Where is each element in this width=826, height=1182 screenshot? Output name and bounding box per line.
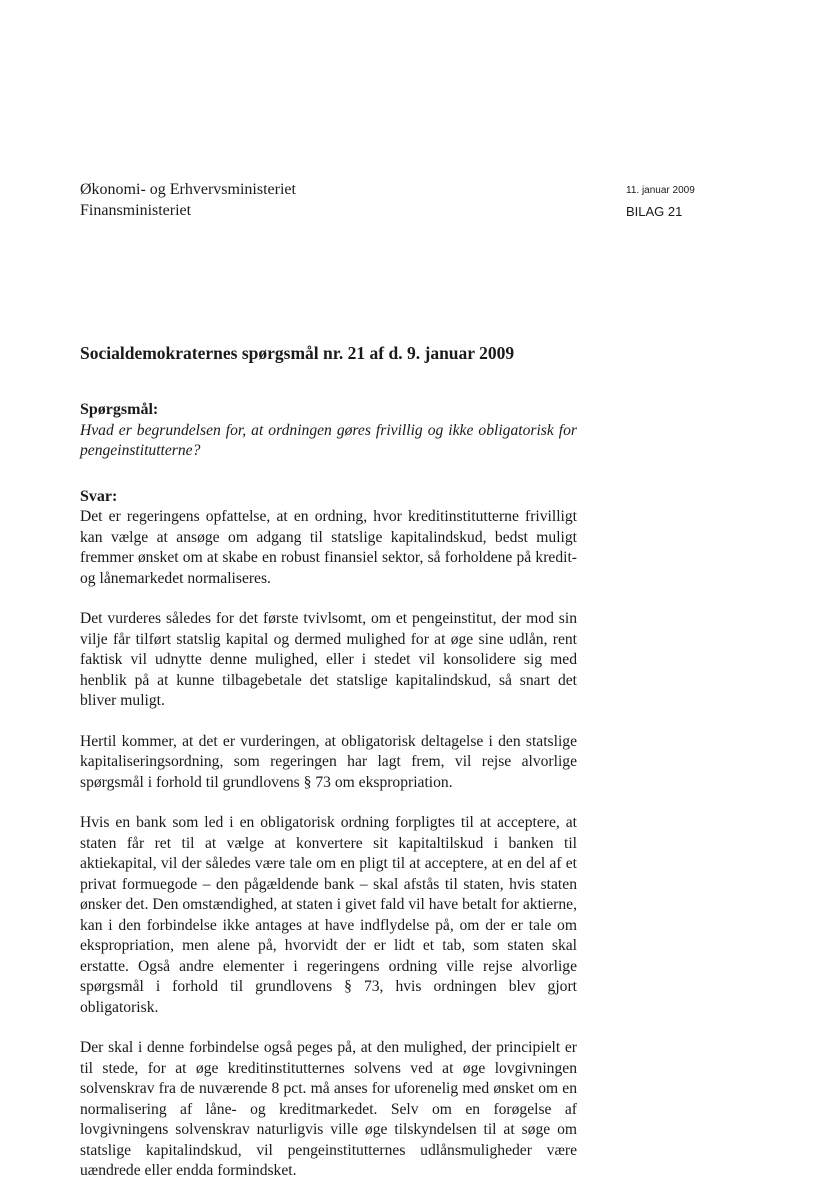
bilag-number: BILAG 21 <box>626 204 683 219</box>
question-text: Hvad er begrundelsen for, at ordningen gøres frivillig og ikke obligatorisk for pengeinstitutterne? <box>80 421 577 459</box>
ministry-name-1: Økonomi- og Erhvervsministeriet <box>80 181 296 198</box>
ministry-name-2: Finansministeriet <box>80 202 192 219</box>
answer-paragraph-4: Hvis en bank som led i en obligatorisk ordning forpligtes til at acceptere, at staten får ret til at vælge at konvertere sit kapitaltilskud i banken til aktiekapital, vil der således være tale om en pligt til at acceptere, at en del af et privat formuegode – den pågældende bank – skal afstås til staten, hvis staten ønsker det. Den omstændighed, at staten i givet fald vil have betalt for aktierne, kan i den forbindelse ikke antages at have indflydelse på, om der er tale om ekspropriation, men alene på, hvorvidt der er lidt et tab, som staten skal erstatte. Også andre elementer i regeringens ordning ville rejse alvorlige spørgsmål i forhold til grundlovens § 73, hvis ordningen blev gjort obligatorisk. <box>80 814 577 1016</box>
document-title: Socialdemokraternes spørgsmål nr. 21 af d. 9. januar 2009 <box>80 343 515 363</box>
document-body <box>80 400 577 1182</box>
answer-paragraph-3: Hertil kommer, at det er vurderingen, at obligatorisk deltagelse i den statslige kapitaliseringsordning, som regeringen har lagt frem, vil rejse alvorlige spørgsmål i forhold til grundlovens § 73 om ekspropriation. <box>80 732 577 791</box>
sender-block <box>80 179 296 221</box>
document-meta <box>626 184 695 222</box>
question-section <box>80 400 577 462</box>
document-date: 11. januar 2009 <box>626 185 695 196</box>
answer-paragraph-1: Det er regeringens opfattelse, at en ordning, hvor kreditinstitutterne frivilligt kan vælge at ansøge om adgang til statslige kapitalindskud, bedst muligt fremmer ønsket om at skabe en robust finansiel sektor, så forholdene på kredit- og lånemarkedet normaliseres. <box>80 508 577 587</box>
question-heading: Spørgsmål: <box>80 401 159 418</box>
answer-paragraph-5: Der skal i denne forbindelse også peges på, at den mulighed, der principielt er til stede, for at øge kreditinstitutternes solvens ved at øge lovgivningen solvenskrav fra de nuværende 8 pct. må anses for uforenelig med ønsket om en normalisering af låne- og kreditmarkedet. Selv om en forøgelse af lovgivningens solvenskrav naturligvis ville øge tilskyndelsen til at søge om statslige kapitalindskud, vil pengeinstitutternes udlånsmuligheder være uændrede eller endda formindsket. <box>80 1039 577 1179</box>
answer-paragraph-2: Det vurderes således for det første tvivlsomt, om et pengeinstitut, der mod sin vilje får tilført statslig kapital og dermed mulighed for at øge sine udlån, rent faktisk vil udnytte denne mulighed, eller i stedet vil konsolidere sig med henblik på at kunne tilbagebetale det statslige kapitalindskud, så snart det bliver muligt. <box>80 610 577 709</box>
answer-heading: Svar: <box>80 487 118 505</box>
answer-section <box>80 487 577 1182</box>
